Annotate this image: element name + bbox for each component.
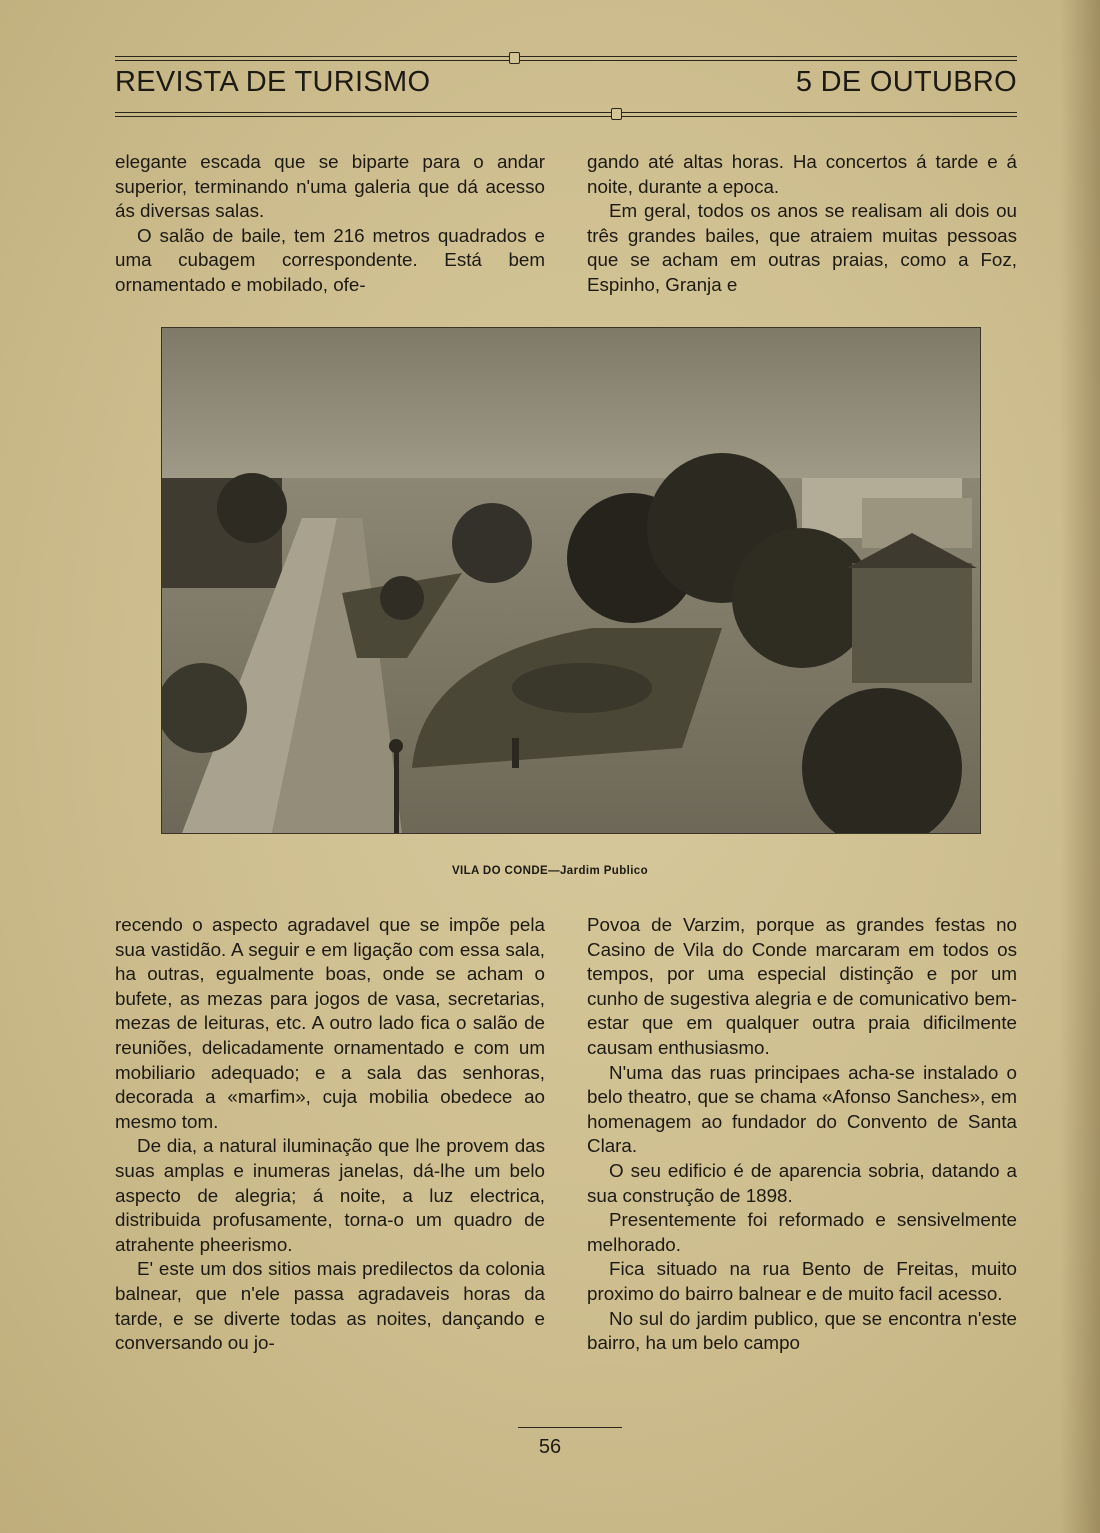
paragraph: E' este um dos sitios mais predilectos da colonia balnear, que n'ele passa agradaveis horas da tarde, e se diverte todas as noites, dançando e conversando ou jo- [115,1258,545,1354]
folio-rule [518,1427,622,1428]
ornament-square [611,108,622,120]
paragraph: O seu edificio é de aparencia sobria, datando a sua construção de 1898. [587,1159,1017,1206]
paragraph: recendo o aspecto agradavel que se impõe pela sua vastidão. A seguir e em ligação com essa sala, ha outras, egualmente boas, onde se acham o bufete, as mezas para jogos de vasa, secretarias, mezas de leituras, etc. A outro lado fica o salão de reuniões, delicadamente ornamentado e com um mobiliario adequado; e a sala das senhoras, decorada a «marfim», cuja mobilia obedece ao mesmo tom. [115,914,545,1132]
paragraph: Fica situado na rua Bento de Freitas, muito proximo do bairro balnear e de muito facil acesso. [587,1258,1017,1304]
photo-image [162,328,980,833]
paragraph: Povoa de Varzim, porque as grandes festas no Casino de Vila do Conde marcaram em todos os tempos, por uma especial distinção e por um cunho de sugestiva alegria e de comunicativo bem-estar que em qualquer outra praia dificilmente causam enthusiasmo. [587,914,1017,1058]
paragraph: elegante escada que se biparte para o andar superior, terminando n'uma galeria que dá acesso ás diversas salas. [115,151,545,222]
paragraph: Presentemente foi reformado e sensivelmente melhorado. [587,1209,1017,1255]
paragraph: De dia, a natural iluminação que lhe provem das suas amplas e inumeras janelas, dá-lhe um belo aspecto de alegria; á noite, a luz electrica, distribuida profusamente, torna-o um quadro de atrahente pheerismo. [115,1135,545,1255]
paragraph: N'uma das ruas principaes acha-se instalado o belo theatro, que se chama «Afonso Sanches», em homenagem ao fundador do Convento de Santa Clara. [587,1061,1017,1157]
top-left-column [115,150,545,298]
publication-title: REVISTA DE TURISMO [115,66,431,98]
photo-caption: VILA DO CONDE—Jardim Publico [451,865,649,877]
ornament-square [509,52,520,64]
issue-date: 5 DE OUTUBRO [795,66,1017,98]
bottom-left-column [115,913,545,1356]
garden-photograph [161,327,981,834]
page-header [115,66,1017,106]
page-number: 56 [538,1436,562,1458]
paragraph: Em geral, todos os anos se realisam ali dois ou três grandes bailes, que atraiem muitas pessoas que se acham em outras praias, como a Foz, Espinho, Granja e [587,200,1017,295]
bottom-right-column [587,913,1017,1356]
paragraph: gando até altas horas. Ha concertos á tarde e á noite, durante a epoca. [587,151,1017,197]
paragraph: O salão de baile, tem 216 metros quadrados e uma cubagem correspondente. Está bem ornamentado e mobilado, ofe- [115,224,545,295]
paragraph: No sul do jardim publico, que se encontra n'este bairro, ha um belo campo [587,1307,1017,1354]
top-right-column [587,150,1017,298]
